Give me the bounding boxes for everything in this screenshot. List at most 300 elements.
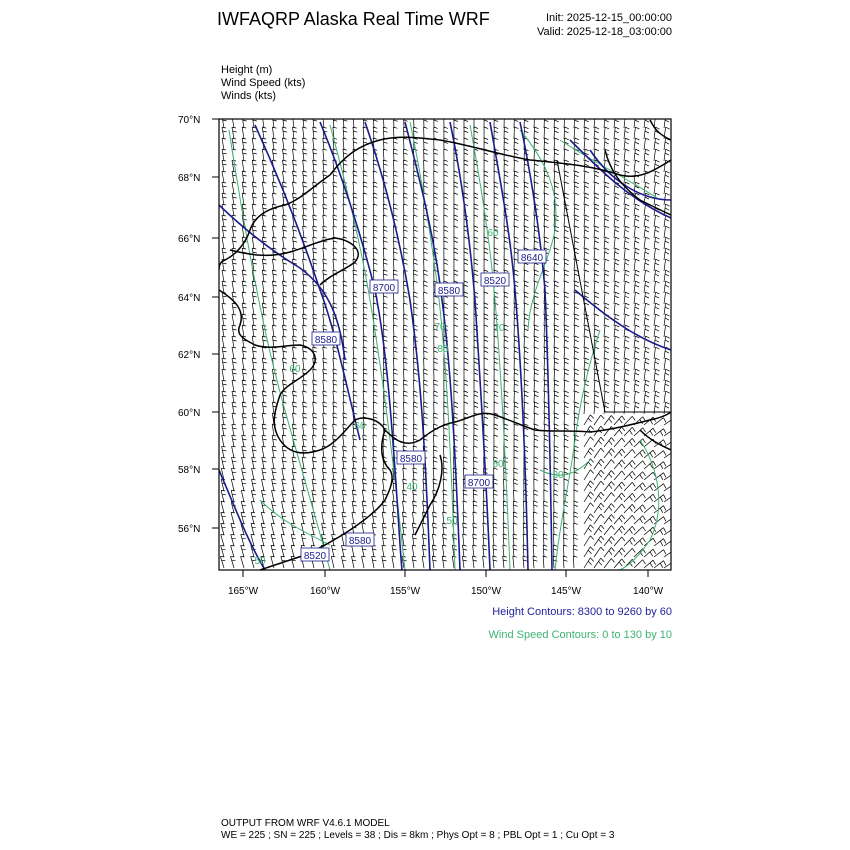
wind-barb (303, 358, 307, 370)
wind-barb (373, 457, 377, 469)
wind-barb (604, 292, 609, 304)
wind-barb (604, 438, 615, 448)
wind-barb (232, 204, 237, 216)
wind-barb (303, 402, 308, 414)
wind-barb (514, 127, 518, 139)
wind-barb (534, 182, 539, 194)
wind-barb (524, 193, 529, 205)
wind-barb (494, 127, 498, 139)
wind-barb (594, 391, 599, 403)
wind-barb (524, 358, 529, 370)
wind-barb (664, 325, 670, 337)
wind-barb (634, 560, 646, 568)
wind-barb (504, 391, 508, 403)
wind-barb (383, 127, 387, 139)
wind-barb (353, 193, 357, 205)
wind-barb (544, 446, 548, 458)
wind-barb (292, 468, 297, 480)
wind-barb (323, 149, 327, 161)
wind-barb (524, 226, 529, 238)
wind-barb (303, 347, 308, 359)
lat-tick-label: 56°N (178, 524, 201, 535)
lon-tick-label: 150°W (470, 586, 502, 597)
wind-barb (333, 259, 337, 271)
wind-barb (554, 314, 559, 326)
wind-barb (474, 424, 478, 436)
wind-barb (493, 534, 497, 546)
wind-barb (514, 446, 518, 458)
wind-barb (644, 380, 649, 392)
wind-barb (353, 160, 357, 172)
wind-barb (262, 292, 267, 304)
wind-barb (241, 546, 246, 558)
wind-barb (604, 449, 615, 459)
wind-barb (594, 470, 604, 480)
wind-barb (454, 347, 458, 359)
wind-barb (544, 127, 549, 139)
wind-barb (241, 479, 246, 491)
wind-barb (514, 193, 518, 205)
wind-barb (272, 325, 276, 337)
wind-barb (301, 523, 305, 535)
wind-barb (514, 402, 518, 414)
wind-barb (414, 193, 418, 205)
wind-barb (262, 413, 266, 425)
wind-barb (484, 347, 488, 359)
wind-barb (474, 193, 478, 205)
wind-barb (614, 270, 619, 282)
wind-barb (313, 138, 317, 150)
wind-barb (614, 548, 625, 557)
wind-barb (614, 149, 619, 161)
wind-barb (614, 127, 619, 139)
wind-barb (283, 237, 287, 249)
wind-barb (323, 413, 327, 425)
wind-barb (654, 182, 660, 194)
wind-barb (242, 314, 247, 326)
wind-barb (494, 391, 498, 403)
wind-barb (333, 292, 337, 304)
wind-barb (231, 557, 236, 569)
wind-barb (534, 138, 539, 150)
wind-barb (514, 116, 518, 128)
wind-barb (363, 358, 367, 370)
wind-barb (654, 149, 660, 161)
wind-barb (231, 468, 236, 480)
wind-barb (392, 512, 397, 524)
wind-barb (313, 380, 317, 392)
wind-barb (533, 556, 537, 568)
wind-barb (373, 358, 377, 370)
wind-barb (504, 248, 508, 260)
wind-barb (564, 171, 569, 183)
wind-barb (484, 160, 488, 172)
wind-barb (333, 193, 337, 205)
wind-barb (464, 446, 468, 458)
wind-barb (464, 171, 468, 183)
wind-barb (412, 534, 417, 546)
wind-barb (564, 314, 569, 326)
wind-barb (463, 501, 467, 513)
wind-barb (323, 226, 327, 238)
wind-barb (363, 215, 367, 227)
wind-barb (262, 226, 267, 238)
wind-barb (624, 358, 629, 370)
wind-barb (574, 523, 578, 535)
wind-barb (414, 215, 418, 227)
wind-barb (404, 226, 408, 238)
wind-barb (221, 501, 225, 513)
wind-barb (343, 391, 347, 403)
wind-barb (664, 314, 670, 326)
wind-barb (554, 457, 558, 469)
wind-barb (604, 358, 609, 370)
wind-barb (634, 138, 639, 150)
wind-barb (222, 435, 226, 447)
wind-barb (434, 226, 438, 238)
wind-barb (584, 248, 589, 260)
wind-barb (664, 182, 670, 194)
wind-barb (393, 303, 397, 315)
wind-barb (262, 281, 266, 293)
wind-barb (424, 171, 428, 183)
wind-barb (454, 248, 458, 260)
wind-barb (594, 270, 599, 282)
wind-barb (232, 424, 237, 436)
wind-barb (303, 149, 308, 161)
wind-barb (654, 358, 660, 370)
wind-barb (222, 325, 227, 337)
wind-barb (283, 160, 287, 172)
wind-barb (353, 171, 357, 183)
wind-barb (543, 545, 547, 557)
wind-barb (313, 314, 317, 326)
wind-barb (232, 314, 236, 326)
wind-barb (544, 512, 548, 524)
wind-barb (353, 347, 357, 359)
wind-barb (383, 259, 387, 271)
wind-barb (664, 259, 670, 271)
wind-barb (404, 138, 408, 150)
wind-barb (664, 270, 670, 282)
wind-barb (504, 182, 508, 194)
wind-barb (293, 182, 297, 194)
wind-barb (494, 259, 498, 271)
wind-barb (363, 303, 367, 315)
wind-barb (302, 446, 307, 458)
wind-barb (644, 292, 649, 304)
wind-barb (614, 248, 619, 260)
wind-barb (272, 303, 277, 315)
wind-barb (524, 391, 529, 403)
wind-barb (514, 479, 518, 491)
wind-barb (232, 193, 237, 205)
wind-barb (383, 226, 387, 238)
wind-barb (424, 402, 428, 414)
wind-barb (474, 226, 478, 238)
wind-barb (474, 380, 478, 392)
wind-barb (484, 193, 488, 205)
wind-barb (574, 358, 579, 370)
wind-barb (444, 215, 448, 227)
wind-barb (644, 270, 649, 282)
wind-barb (604, 537, 615, 547)
wind-barb (504, 336, 508, 348)
wind-barb (634, 505, 646, 513)
wind-barb (252, 435, 256, 447)
wind-barb (312, 457, 317, 469)
wind-barb (404, 347, 408, 359)
wind-barb (262, 160, 267, 172)
wind-barb (222, 193, 227, 205)
wind-barb (232, 435, 237, 447)
wind-barb (474, 259, 478, 271)
wind-barb (614, 493, 625, 502)
wind-barb (333, 424, 337, 436)
wind-barb (342, 501, 346, 513)
wind-barb (282, 501, 286, 513)
wind-barb (573, 556, 577, 568)
wind-barb (231, 535, 236, 547)
wind-barb (232, 457, 237, 469)
wind-barb (373, 127, 377, 139)
wind-barb (303, 226, 307, 238)
wind-barb (313, 248, 317, 260)
wind-barb (614, 449, 625, 458)
wind-barb (614, 237, 619, 249)
wind-barb (544, 182, 549, 194)
wind-barb (393, 336, 397, 348)
wind-barb (383, 237, 387, 249)
wind-barb (534, 490, 538, 502)
wind-barb (434, 127, 438, 139)
wind-barb (404, 402, 408, 414)
wind-barb (584, 558, 594, 568)
wind-barb (664, 248, 670, 260)
wind-barb (393, 237, 397, 249)
wind-barb (262, 380, 266, 392)
wind-barb (503, 545, 507, 557)
wind-barb (604, 336, 609, 348)
wind-barb (444, 435, 448, 447)
wind-barb (534, 336, 539, 348)
wind-barb (473, 556, 478, 568)
wind-barb (352, 490, 357, 502)
wind-barb (454, 303, 458, 315)
wind-barb (554, 248, 559, 260)
wind-barb (654, 248, 660, 260)
wind-barb (342, 545, 347, 557)
wind-barb (393, 116, 397, 128)
wind-barb (564, 402, 569, 414)
wind-barb (594, 514, 604, 524)
wind-barb (283, 347, 287, 359)
wind-barb (484, 402, 488, 414)
wind-barb (604, 504, 615, 514)
wind-barb (363, 402, 367, 414)
wind-barb (634, 160, 639, 172)
wind-barb (252, 193, 257, 205)
wind-barb (282, 479, 287, 491)
wind-barb (262, 424, 267, 436)
wind-barb (454, 413, 458, 425)
wind-barb (564, 446, 568, 458)
wind-barb (484, 336, 488, 348)
wind-barb (242, 303, 247, 315)
wind-barb (594, 215, 599, 227)
wind-barb (393, 259, 397, 271)
wind-barb (353, 116, 357, 128)
wind-barb (424, 127, 428, 139)
wind-barb (554, 281, 559, 293)
wind-barb (262, 116, 266, 128)
wind-barb (323, 259, 327, 271)
wind-barb (474, 435, 478, 447)
wind-barb (343, 402, 347, 414)
wind-barb (524, 182, 529, 194)
wind-barb (312, 468, 316, 480)
wind-barb (272, 468, 277, 480)
wind-barb (504, 259, 508, 271)
wind-barb (534, 391, 539, 403)
wind-barb (231, 523, 236, 535)
wind-barb (584, 402, 589, 414)
wind-barb (404, 369, 408, 381)
wind-barb (262, 435, 267, 447)
wind-barb (574, 336, 579, 348)
wind-barb (554, 127, 559, 139)
wind-barb (221, 523, 226, 535)
wind-barb (333, 270, 337, 282)
height-contour-label (312, 332, 340, 346)
wind-barb (604, 127, 609, 139)
wind-barb (594, 525, 604, 535)
wind-barb (222, 149, 227, 161)
wind-barb (644, 127, 649, 139)
wind-barb (373, 237, 377, 249)
wind-barb (624, 215, 629, 227)
lon-tick-label: 155°W (389, 586, 421, 597)
wind-barb (474, 204, 478, 216)
wind-barb (504, 138, 508, 150)
wind-barb (222, 391, 227, 403)
wind-barb (504, 171, 508, 183)
wind-barb (474, 215, 478, 227)
wind-barb (564, 347, 569, 359)
wind-barb (444, 182, 448, 194)
wind-barb (343, 226, 347, 238)
wind-barb (434, 160, 438, 172)
wind-barb (414, 413, 418, 425)
wind-barb (363, 182, 367, 194)
wind-barb (363, 446, 367, 458)
wind-barb (332, 523, 336, 535)
wind-barb (614, 559, 625, 568)
wind-barb (474, 127, 478, 139)
wind-barb (271, 534, 276, 546)
wind-barb (554, 116, 559, 128)
wind-barb (534, 303, 539, 315)
wind-barb (424, 413, 428, 425)
wind-barb (584, 448, 594, 458)
wind-barb (412, 545, 416, 557)
wind-barb (624, 336, 629, 348)
wind-barb (434, 116, 438, 128)
wind-barb (654, 303, 660, 315)
wind-barb (323, 160, 327, 172)
wind-barb (443, 457, 447, 469)
wind-barb (272, 380, 277, 392)
wind-barb (654, 325, 660, 337)
wind-barb (343, 292, 347, 304)
wind-barb (614, 369, 619, 381)
wind-barb (272, 116, 277, 128)
wind-barb (434, 204, 438, 216)
wind-barb (594, 127, 599, 139)
wind-barb (313, 204, 317, 216)
wind-barb (293, 336, 298, 348)
wind-barb (252, 347, 257, 359)
wind-barb (222, 424, 227, 436)
wind-barb (614, 336, 619, 348)
wind-barb (454, 193, 458, 205)
wind-barb (503, 534, 507, 546)
wind-barb (412, 512, 416, 524)
wind-barb (624, 369, 629, 381)
lon-tick-label: 165°W (227, 586, 259, 597)
wind-barb (363, 369, 367, 381)
wind-barb (252, 182, 257, 194)
wind-barb (513, 512, 517, 524)
wind-barb (594, 402, 599, 414)
wind-barb (574, 369, 579, 381)
wind-barb (432, 556, 437, 568)
wind-barb (333, 204, 337, 216)
wind-barb (624, 347, 629, 359)
wind-barb (312, 435, 316, 447)
wind-barb (373, 424, 377, 436)
wind-barb (313, 127, 317, 139)
wind-barb (524, 380, 529, 392)
wind-barb (604, 204, 609, 216)
wind-barb (494, 116, 498, 128)
wind-barb (242, 281, 247, 293)
wind-barb (454, 204, 458, 216)
wind-barb (473, 534, 477, 546)
wind-barb (283, 127, 287, 139)
wind-barb (332, 512, 337, 524)
wind-barb (262, 402, 267, 414)
wind-barb (544, 138, 549, 150)
wind-barb (393, 358, 397, 370)
wind-barb (514, 424, 518, 436)
wind-barb (242, 402, 247, 414)
wind-barb (594, 182, 599, 194)
wind-barb (604, 482, 615, 492)
wind-barb (414, 248, 418, 260)
wind-barb (554, 435, 558, 447)
wind-barb (262, 468, 267, 480)
wind-barb (624, 438, 635, 447)
wind-barb (604, 259, 609, 271)
wind-barb (424, 325, 428, 337)
lat-tick-label: 58°N (178, 465, 201, 476)
wind-barb (424, 237, 428, 249)
wind-barb (393, 391, 397, 403)
wind-barb (464, 336, 468, 348)
wind-barb (524, 347, 529, 359)
wind-barb (283, 116, 287, 128)
